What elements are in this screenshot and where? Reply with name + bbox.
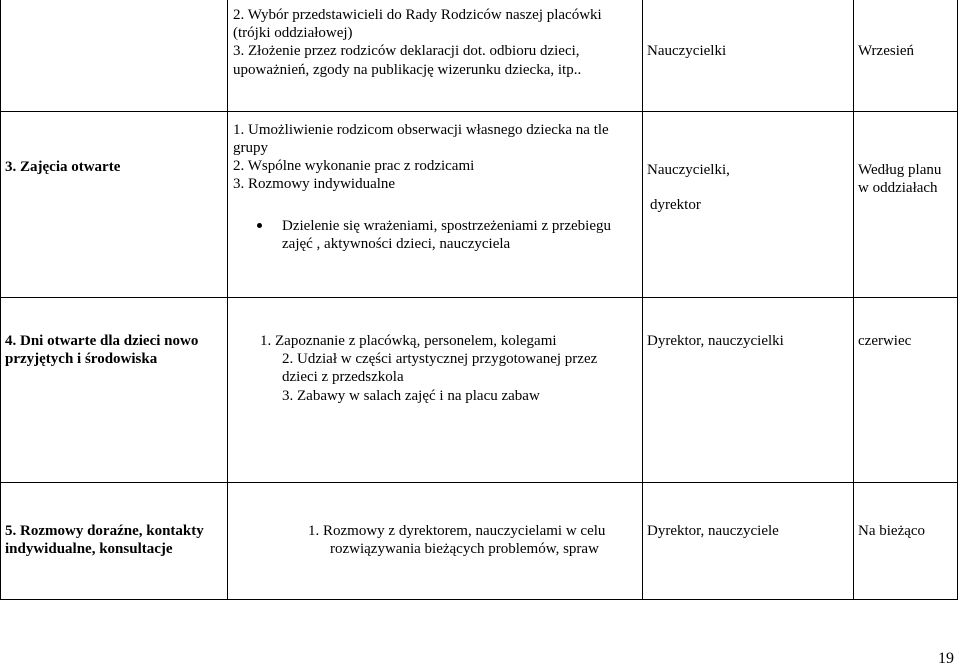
page-number: 19 — [938, 650, 954, 667]
row5-term: Na bieżąco — [858, 523, 926, 539]
row3-responsible: dyrektor — [650, 197, 701, 213]
row-divider-1 — [0, 111, 958, 112]
row3-term: Według planu — [858, 162, 942, 178]
col-divider-2 — [642, 0, 643, 600]
row4-task-line: dzieci z przedszkola — [282, 369, 404, 385]
row-divider-3 — [0, 482, 958, 483]
row3-form: 3. Zajęcia otwarte — [5, 159, 121, 175]
row4-form: 4. Dni otwarte dla dzieci nowo — [5, 333, 199, 349]
row3-task-line: grupy — [233, 140, 268, 156]
table-border-bottom — [0, 599, 958, 600]
bullet-icon — [257, 223, 262, 228]
row5-responsible: Dyrektor, nauczyciele — [647, 523, 779, 539]
row4-responsible: Dyrektor, nauczycielki — [647, 333, 784, 349]
row3-task-line: 2. Wspólne wykonanie prac z rodzicami — [233, 158, 475, 174]
table-border-left — [0, 0, 1, 600]
row4-task-line: 2. Udział w części artystycznej przygotowanej przez — [282, 351, 598, 367]
row5-form: indywidualne, konsultacje — [5, 541, 173, 557]
row0-task-line: 3. Złożenie przez rodziców deklaracji dot. odbioru dzieci, — [233, 43, 580, 59]
row4-term: czerwiec — [858, 333, 912, 349]
row3-bullet-line: Dzielenie się wrażeniami, spostrzeżeniami z przebiegu — [282, 218, 612, 234]
row3-term: w oddziałach — [858, 180, 938, 196]
row5-task-line: rozwiązywania bieżących problemów, spraw — [330, 541, 599, 557]
row5-task-line: 1. Rozmowy z dyrektorem, nauczycielami w celu — [308, 523, 606, 539]
row0-task-line: 2. Wybór przedstawicieli do Rady Rodziców naszej placówki — [233, 7, 602, 23]
row-divider-2 — [0, 297, 958, 298]
table-border-right — [957, 0, 958, 600]
row4-task-line: 1. Zapoznanie z placówką, personelem, kolegami — [260, 333, 557, 349]
row4-form: przyjętych i środowiska — [5, 351, 158, 367]
row5-form: 5. Rozmowy doraźne, kontakty — [5, 523, 204, 539]
row3-task-line: 3. Rozmowy indywidualne — [233, 176, 396, 192]
col-divider-3 — [853, 0, 854, 600]
row0-term: Wrzesień — [858, 43, 915, 59]
row0-task-line: upoważnień, zgody na publikację wizerunku dziecka, itp.. — [233, 62, 582, 78]
row4-task-line: 3. Zabawy w salach zajęć i na placu zabaw — [282, 388, 540, 404]
row3-responsible: Nauczycielki, — [647, 162, 730, 178]
col-divider-1 — [227, 0, 228, 600]
row0-task-line: (trójki oddziałowej) — [233, 25, 353, 41]
row3-bullet-line: zajęć , aktywności dzieci, nauczyciela — [282, 236, 511, 252]
row3-task-line: 1. Umożliwienie rodzicom obserwacji własnego dziecka na tle — [233, 122, 609, 138]
row0-responsible: Nauczycielki — [647, 43, 727, 59]
